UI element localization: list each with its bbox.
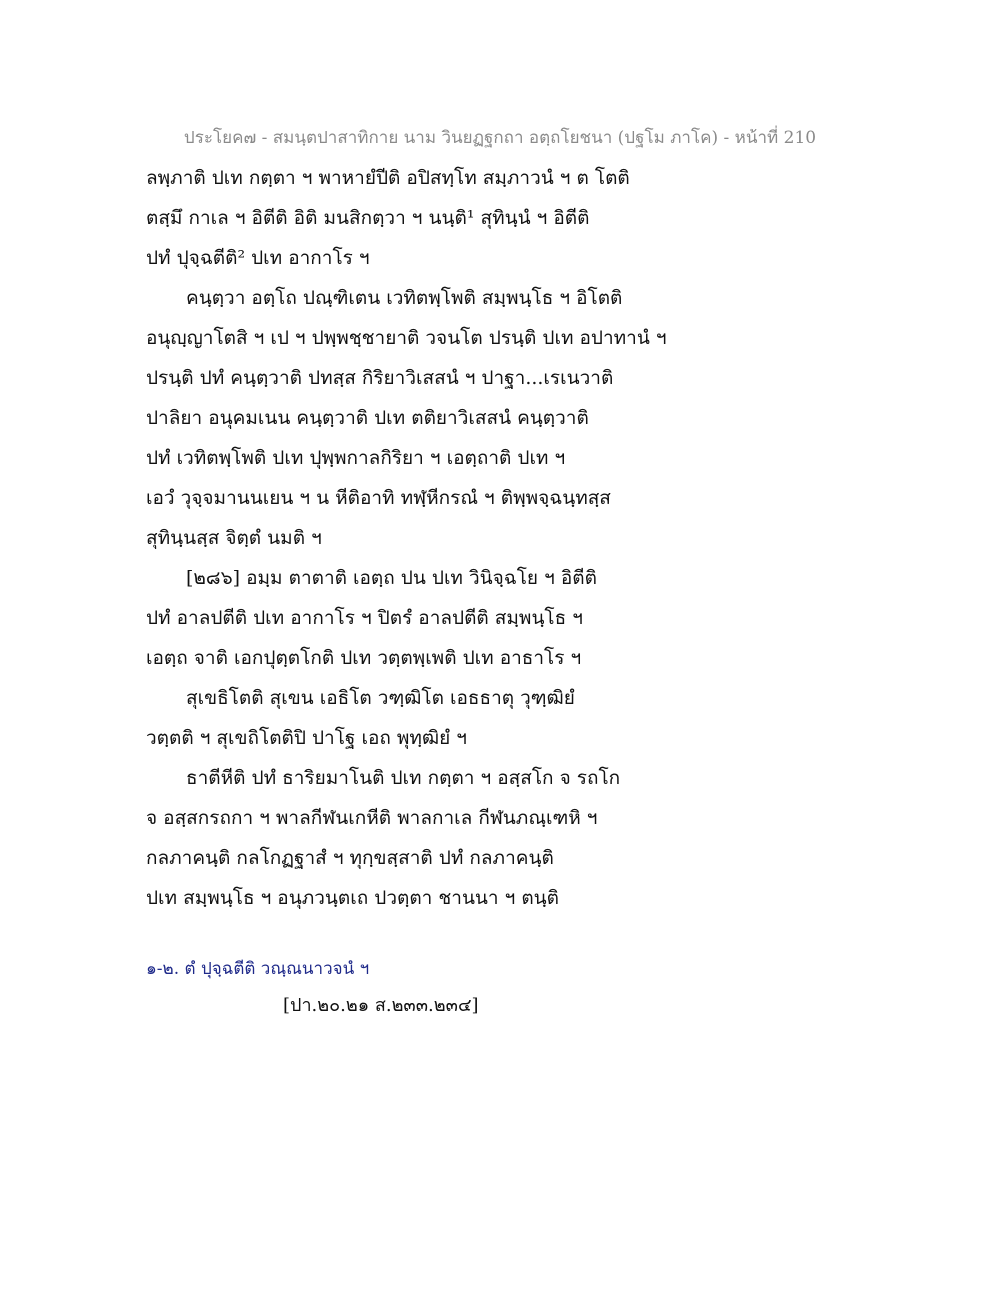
page-header: ประโยค๗ - สมนฺตปาสาทิกาย นาม วินยฏฐกถา อตฺถโยชนา (ปฐโม ภาโค) - หน้าที่ 210 <box>183 128 817 148</box>
text-line: ตสฺมึ กาเล ฯ อิตีติ อิติ มนสิกตฺวา ฯ นนฺติ¹ สุทินฺนํ ฯ อิตีติ <box>146 207 590 229</box>
text-line: เอตฺถ จาติ เอกปุตฺตโกติ ปเท วตฺตพฺเพติ ปเท อาธาโร ฯ <box>146 647 582 669</box>
text-line: ลพฺภาติ ปเท กตฺตา ฯ พาหายํปีติ อปิสทฺโท สมฺภาวนํ ฯ ต โตติ <box>146 167 630 189</box>
text-line: สุทินฺนสฺส จิตฺตํ นมติ ฯ <box>146 527 322 549</box>
footnote: ๑-๒. ตํ ปุจฺฉตีติ วณฺณนาวจนํ ฯ <box>146 959 370 979</box>
text-line: ปาลิยา อนุคมเนน คนฺตฺวาติ ปเท ตติยาวิเสสนํ คนฺตฺวาติ <box>146 407 589 429</box>
text-line: ปทํ ปุจฺฉตีติ² ปเท อากาโร ฯ <box>146 247 370 269</box>
paragraph-start-line: [๒๘๖] อมฺม ตาตาติ เอตฺถ ปน ปเท วินิจฺฉโย ฯ อิตีติ <box>186 567 597 589</box>
text-line: ปทํ เวทิตพฺโพติ ปเท ปุพฺพกาลกิริยา ฯ เอตฺถาติ ปเท ฯ <box>146 447 566 469</box>
paragraph-start-line: สุเขธิโตติ สุเขน เอธิโต วฑฺฒิโต เอธธาตุ วุฑฺฒิยํ <box>186 687 575 709</box>
paragraph-start-line: คนฺตฺวา อตฺโถ ปณฺฑิเตน เวทิตพฺโพติ สมฺพนฺโธ ฯ อิโตติ <box>186 287 623 309</box>
text-line: เอวํ วุจฺจมานนเยน ฯ น หีติอาทิ ทฬฺหีกรณํ ฯ ติพฺพจฺฉนฺทสฺส <box>146 487 611 509</box>
paragraph-start-line: ธาตีหีติ ปทํ ธาริยมาโนติ ปเท กตฺตา ฯ อสฺสโก จ รถโก <box>186 767 621 789</box>
body-text <box>146 158 846 918</box>
text-line: ปทํ อาลปตีติ ปเท อากาโร ฯ ปิตรํ อาลปตีติ สมฺพนฺโธ ฯ <box>146 607 583 629</box>
text-line: อนุญฺญาโตสิ ฯ เป ฯ ปพฺพชฺชายาติ วจนโต ปรนฺติ ปเท อปาทานํ ฯ <box>146 327 667 349</box>
page-reference: [ปา.๒๐.๒๑ ส.๒๓๓.๒๓๔] <box>283 995 479 1016</box>
text-line: ปเท สมฺพนฺโธ ฯ อนุภวนฺตเถ ปวตฺตา ชานนา ฯ ตนฺติ <box>146 887 559 909</box>
text-line: จ อสฺสกรถกา ฯ พาลกีฬนเกหีติ พาลกาเล กีฬนภณฺเฑหิ ฯ <box>146 807 598 829</box>
text-line: ปรนฺติ ปทํ คนฺตฺวาติ ปทสฺส กิริยาวิเสสนํ ฯ ปาฐา...เรเนวาติ <box>146 367 614 389</box>
text-line: กลภาคนฺติ กลโกฏฐาสํ ฯ ทุกฺขสฺสาติ ปทํ กลภาคนฺติ <box>146 847 554 869</box>
text-line: วตฺตติ ฯ สุเขถิโตติปิ ปาโฐ เอถ พุทฺฒิยํ ฯ <box>146 727 467 749</box>
